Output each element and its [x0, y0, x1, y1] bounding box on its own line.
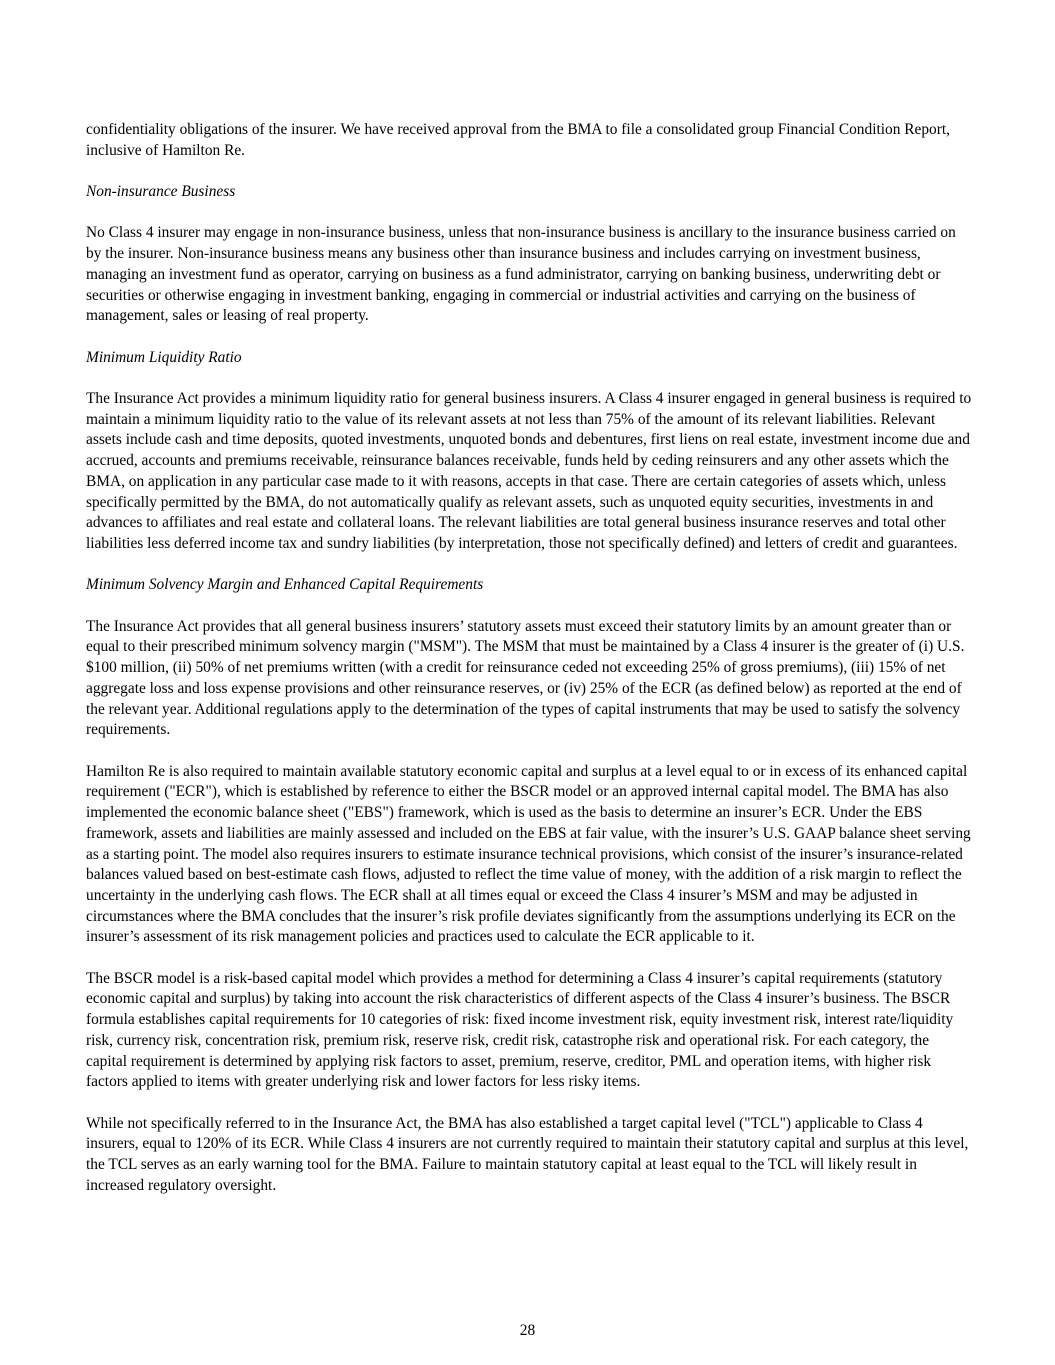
heading-minimum-liquidity-ratio: Minimum Liquidity Ratio: [86, 348, 242, 366]
heading-minimum-solvency-margin: Minimum Solvency Margin and Enhanced Capital Requirements: [86, 576, 484, 594]
heading-non-insurance-business: Non-insurance Business: [86, 183, 236, 201]
paragraph-tcl: While not specifically referred to in the Insurance Act, the BMA has also established a target capital level ("TCL") applicable to Class 4 insurers, equal to 120% of its ECR. While Class 4 insurers are not currently required to maintain their statutory capital and surplus at this level, the TCL serves as an early warning tool for the BMA. Failure to maintain statutory capital at least equal to the TCL will likely result in increased regulatory oversight.: [86, 1114, 969, 1194]
paragraph-bscr-model: The BSCR model is a risk-based capital model which provides a method for determining a Class 4 insurer’s capital requirements (statutory economic capital and surplus) by taking into account the risk characteristics of different aspects of the Class 4 insurer’s business. The BSCR formula establishes capital requirements for 10 categories of risk: fixed income investment risk, equity investment risk, interest rate/liquidity risk, currency risk, concentration risk, premium risk, reserve risk, credit risk, catastrophe risk and operational risk. For each category, the capital requirement is determined by applying risk factors to asset, premium, reserve, creditor, PML and operation items, with higher risk factors applied to items with greater underlying risk and lower factors for less risky items.: [86, 969, 954, 1091]
paragraph-ecr: Hamilton Re is also required to maintain available statutory economic capital and surplus at a level equal to or in excess of its enhanced capital requirement ("ECR"), which is established by reference to either the BSCR model or an approved internal capital model. The BMA has also implemented the economic balance sheet ("EBS") framework, which is used as the basis to determine an insurer’s ECR. Under the EBS framework, assets and liabilities are mainly assessed and included on the EBS at fair value, with the insurer’s U.S. GAAP balance sheet serving as a starting point. The model also requires insurers to estimate insurance technical provisions, which consist of the insurer’s insurance-related balances valued based on best-estimate cash flows, adjusted to reflect the time value of money, with the addition of a risk margin to reflect the uncertainty in the underlying cash flows. The ECR shall at all times equal or exceed the Class 4 insurer’s MSM and may be adjusted in circumstances where the BMA concludes that the insurer’s risk profile deviates significantly from the assumptions underlying its ECR on the insurer’s assessment of its risk management policies and practices used to calculate the ECR applicable to it.: [86, 762, 971, 946]
paragraph-msm: The Insurance Act provides that all general business insurers’ statutory assets must exceed their statutory limits by an amount greater than or equal to their prescribed minimum solvency margin ("MSM"). The MSM that must be maintained by a Class 4 insurer is the greater of (i) U.S. $100 million, (ii) 50% of net premiums written (with a credit for reinsurance ceded not exceeding 25% of gross premiums), (iii) 15% of net aggregate loss and loss expense provisions and other reinsurance reserves, or (iv) 25% of the ECR (as defined below) as reported at the end of the relevant year. Additional regulations apply to the determination of the types of capital instruments that may be used to satisfy the solvency requirements.: [86, 617, 965, 739]
paragraph-minimum-liquidity-ratio: The Insurance Act provides a minimum liquidity ratio for general business insurers. A Class 4 insurer engaged in general business is required to maintain a minimum liquidity ratio to the value of its relevant assets at not less than 75% of the amount of its relevant liabilities. Relevant assets include cash and time deposits, quoted investments, unquoted bonds and debentures, first liens on real estate, investment income due and accrued, accounts and premiums receivable, reinsurance balances receivable, funds held by ceding reinsurers and any other assets which the BMA, on application in any particular case made to it with reasons, accepts in that case. There are certain categories of assets which, unless specifically permitted by the BMA, do not automatically qualify as relevant assets, such as unquoted equity securities, investments in and advances to affiliates and real estate and collateral loans. The relevant liabilities are total general business insurance reserves and total other liabilities less deferred income tax and sundry liabilities (by interpretation, those not specifically defined) and letters of credit and guarantees.: [86, 390, 972, 552]
page-number: 28: [519, 1322, 536, 1339]
document-body: [86, 120, 972, 1217]
paragraph-non-insurance-business: No Class 4 insurer may engage in non-insurance business, unless that non-insurance business is ancillary to the insurance business carried on by the insurer. Non-insurance business means any business other than insurance business and includes carrying on investment business, managing an investment fund as operator, carrying on business as a fund administrator, carrying on banking business, underwriting debt or securities or otherwise engaging in investment banking, engaging in commercial or industrial activities and carrying on the business of management, sales or leasing of real property.: [86, 224, 956, 325]
paragraph-continuation: confidentiality obligations of the insurer. We have received approval from the BMA to file a consolidated group Financial Condition Report, inclusive of Hamilton Re.: [86, 121, 950, 159]
